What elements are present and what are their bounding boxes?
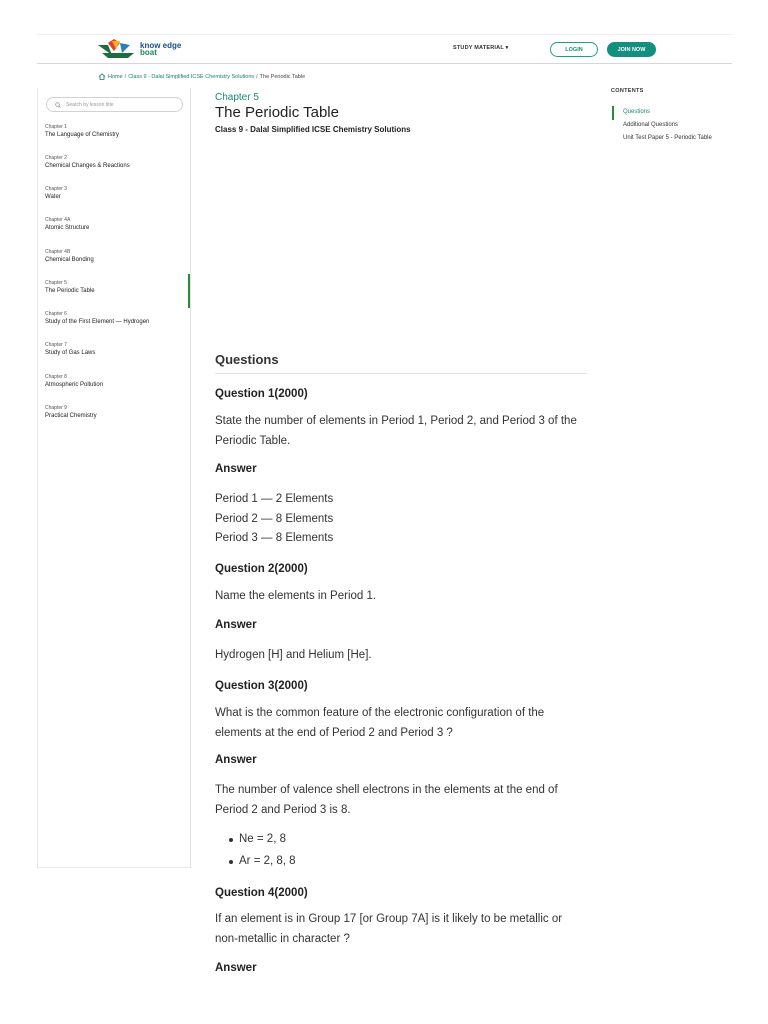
question-heading: Question 2(2000) [215,563,308,575]
join-now-button[interactable]: JOIN NOW [607,42,656,57]
study-material-menu[interactable] [453,45,508,51]
chapter-title: Chemical Changes & Reactions [45,163,130,169]
sidebar-item-chapter-8[interactable] [45,374,190,390]
chevron-down-icon: ▾ [505,45,509,51]
answer-label: Answer [215,962,257,974]
chapter-number: Chapter 1 [45,124,67,130]
chapter-title: Study of Gas Laws [45,350,96,356]
breadcrumb-separator: / [124,73,127,80]
question-heading: Question 1(2000) [215,388,308,400]
home-icon[interactable] [98,73,106,80]
sidebar-item-chapter-3[interactable] [45,186,190,202]
chapter-title: The Periodic Table [45,288,95,294]
sidebar-item-chapter-4a[interactable] [45,217,190,233]
breadcrumb [98,73,305,80]
chapter-title: Chemical Bonding [45,257,94,263]
question-text: What is the common feature of the electronic configuration of the elements at the end of Period 2 and Period 3 ? [215,707,545,739]
answer-label: Answer [215,463,257,475]
sidebar-item-chapter-5[interactable] [45,280,190,296]
sidebar-item-chapter-1[interactable] [45,124,190,140]
list-item: Ar = 2, 8, 8 [215,852,587,874]
chapter-number: Chapter 3 [45,186,67,192]
lesson-search-input[interactable] [46,97,183,112]
chapter-number: Chapter 7 [45,342,67,348]
chapter-title: Study of the First Element — Hydrogen [45,319,150,325]
search-placeholder: Search by lesson title [66,101,114,108]
chapter-number: Chapter 8 [45,374,67,380]
toc-heading: CONTENTS [611,88,644,94]
answer-line: Period 1 — 2 Elements [215,493,334,505]
table-of-contents [611,88,726,94]
chapter-number: Chapter 6 [45,311,67,317]
chapter-title: Atomic Structure [45,225,90,231]
logo-text-line1: know edge [140,41,182,50]
chapter-title: Atmospheric Pollution [45,382,104,388]
study-material-label: STUDY MATERIAL [453,45,504,51]
answer-text: The number of valence shell electrons in the elements at the end of Period 2 and Period 3 is 8. [215,784,558,816]
chapter-number: Chapter 9 [45,405,67,411]
question-heading: Question 3(2000) [215,680,308,692]
chapter-label: Chapter 5 [215,92,259,103]
toc-item-questions[interactable]: Questions [623,109,651,115]
chapter-number: Chapter 4B [45,249,71,255]
question-text: If an element is in Group 17 [or Group 7A] is it likely to be metallic or non-metallic in character ? [215,913,563,945]
answer-line: Period 2 — 8 Elements [215,513,334,525]
chapter-number: Chapter 4A [45,217,71,223]
chapter-sidebar [37,88,191,868]
sidebar-item-chapter-6[interactable] [45,311,190,327]
chapter-number: Chapter 5 [45,280,67,286]
answer-bullet-list [215,830,587,874]
page-title: The Periodic Table [215,104,339,121]
chapter-title: The Language of Chemistry [45,132,120,138]
search-icon [55,102,61,108]
login-button[interactable]: LOGIN [550,42,598,57]
toc-item-additional-questions[interactable]: Additional Questions [623,122,679,128]
sidebar-item-chapter-7[interactable] [45,342,190,358]
chapter-title: Water [45,194,61,200]
site-logo[interactable] [98,39,193,59]
breadcrumb-home[interactable]: Home [108,73,123,80]
breadcrumb-book[interactable]: Class 9 - Dalal Simplified ICSE Chemistry Solutions [128,73,255,80]
breadcrumb-current: The Periodic Table [259,73,306,80]
question-text: State the number of elements in Period 1, Period 2, and Period 3 of the Periodic Table. [215,415,577,447]
breadcrumb-separator: / [256,73,258,80]
toc-item-unit-test-paper[interactable]: Unit Test Paper 5 - Periodic Table [623,135,712,141]
question-heading: Question 4(2000) [215,887,308,899]
answer-label: Answer [215,619,257,631]
answer-line: Period 3 — 8 Elements [215,532,334,544]
active-chapter-indicator [188,274,190,308]
list-item: Ne = 2, 8 [215,830,587,852]
answer-label: Answer [215,754,257,766]
section-heading-questions: Questions [215,352,587,374]
sidebar-item-chapter-9[interactable] [45,405,190,421]
sidebar-item-chapter-4b[interactable] [45,249,190,265]
logo-text-line2: boat [140,48,157,57]
page-subtitle: Class 9 - Dalal Simplified ICSE Chemistry Solutions [215,125,411,134]
sidebar-item-chapter-2[interactable] [45,155,190,171]
toc-active-indicator [612,106,614,120]
logo-boat-icon [98,39,138,59]
chapter-number: Chapter 2 [45,155,67,161]
chapter-title: Practical Chemistry [45,413,97,419]
question-text: Name the elements in Period 1. [215,590,377,602]
answer-text: Hydrogen [H] and Helium [He]. [215,649,372,661]
